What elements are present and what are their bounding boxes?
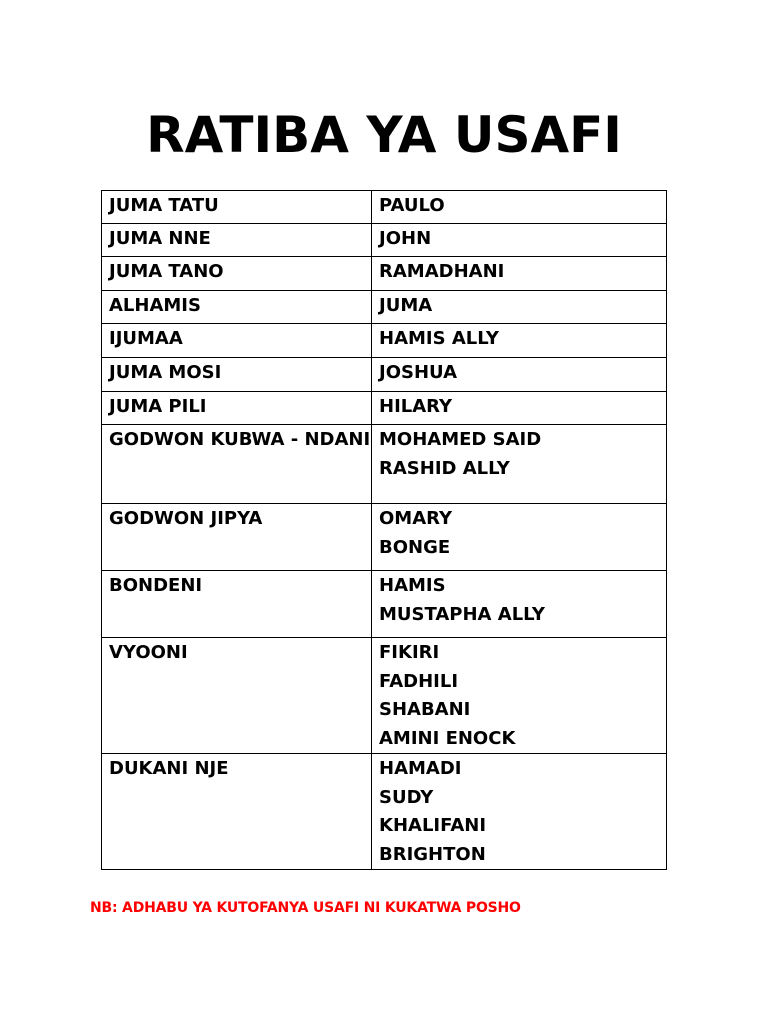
row-day-label: DUKANI NJE (102, 754, 372, 870)
row-day-label: IJUMAA (102, 324, 372, 358)
assigned-name: RASHID ALLY (379, 457, 510, 479)
row-day-label: ALHAMIS (102, 291, 372, 324)
row-day-label: GODWON JIPYA (102, 504, 372, 571)
assigned-name: JOHN (379, 228, 432, 249)
row-day-label: JUMA NNE (102, 224, 372, 257)
table-row (102, 638, 667, 754)
schedule-table (101, 190, 667, 870)
assigned-name: SHABANI (379, 699, 471, 720)
row-day-label: JUMA TANO (102, 257, 372, 291)
row-day-label: VYOONI (102, 638, 372, 754)
table-row (102, 504, 667, 571)
assigned-name: JUMA (379, 295, 433, 316)
row-names-cell (372, 291, 667, 324)
assigned-name: HILARY (379, 396, 453, 417)
row-names-cell (372, 191, 667, 224)
assigned-name: MUSTAPHA ALLY (379, 603, 545, 625)
table-row (102, 754, 667, 870)
assigned-name: BONGE (379, 536, 451, 558)
row-names-cell (372, 638, 667, 754)
assigned-name: FADHILI (379, 670, 459, 692)
row-names-cell (372, 425, 667, 504)
row-names-cell (372, 754, 667, 870)
row-names-cell (372, 358, 667, 392)
assigned-name: MOHAMED SAID (379, 429, 542, 450)
assigned-name: SUDY (379, 786, 434, 808)
table-row (102, 358, 667, 392)
row-day-label: BONDENI (102, 571, 372, 638)
row-names-cell (372, 224, 667, 257)
row-names-cell (372, 504, 667, 571)
row-day-label: JUMA MOSI (102, 358, 372, 392)
assigned-name: JOSHUA (379, 362, 458, 383)
assigned-name: AMINI ENOCK (379, 727, 516, 749)
assigned-name: HAMADI (379, 758, 462, 779)
row-day-label: JUMA PILI (102, 392, 372, 425)
assigned-name: OMARY (379, 508, 453, 529)
assigned-name: FIKIRI (379, 642, 440, 663)
penalty-note: NB: ADHABU YA KUTOFANYA USAFI NI KUKATWA POSHO (90, 900, 521, 916)
table-row (102, 324, 667, 358)
assigned-name: PAULO (379, 195, 445, 216)
row-day-label: GODWON KUBWA - NDANI (102, 425, 372, 504)
assigned-name: BRIGHTON (379, 843, 486, 865)
row-day-label: JUMA TATU (102, 191, 372, 224)
row-names-cell (372, 257, 667, 291)
row-names-cell (372, 324, 667, 358)
table-row (102, 291, 667, 324)
table-row (102, 257, 667, 291)
assigned-name: RAMADHANI (379, 261, 505, 282)
table-row (102, 224, 667, 257)
table-row (102, 571, 667, 638)
table-row (102, 425, 667, 504)
table-row (102, 392, 667, 425)
table-row (102, 191, 667, 224)
assigned-name: HAMIS ALLY (379, 328, 499, 349)
row-names-cell (372, 571, 667, 638)
assigned-name: KHALIFANI (379, 815, 487, 836)
assigned-name: HAMIS (379, 575, 446, 596)
row-names-cell (372, 392, 667, 425)
page-title: RATIBA YA USAFI (146, 106, 622, 164)
